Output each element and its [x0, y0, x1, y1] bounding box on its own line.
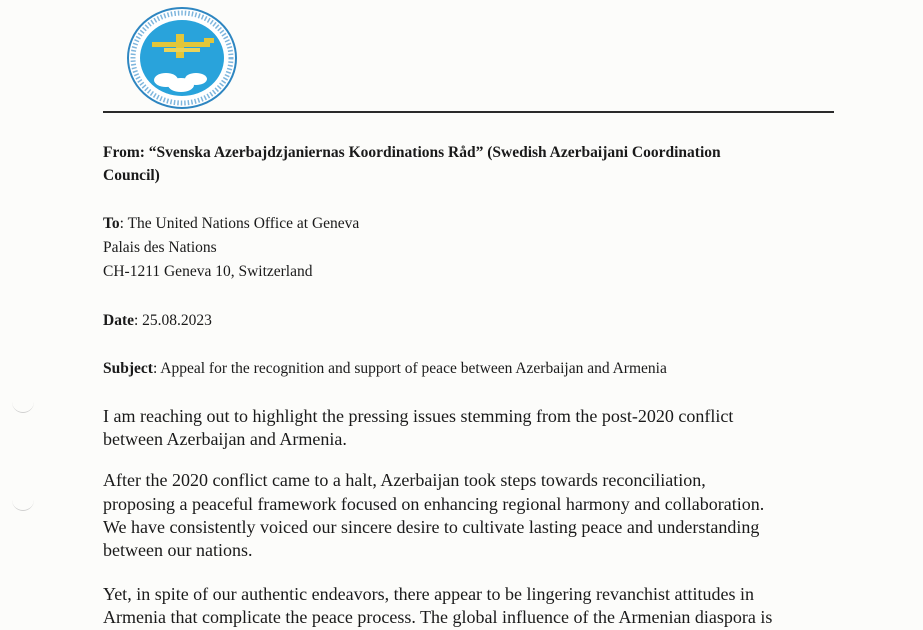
paragraph-1-line-2: between Azerbaijan and Armenia.: [103, 429, 347, 449]
from-line-1: [103, 144, 721, 162]
header-divider: [103, 111, 834, 113]
paragraph-3-line-1: Yet, in spite of our authentic endeavors, there appear to be lingering revanchist attitudes in: [103, 584, 754, 604]
punch-hole-mark: [12, 500, 34, 511]
date-line: [103, 312, 212, 330]
punch-hole-mark: [12, 402, 34, 413]
paragraph-2-line-1: After the 2020 conflict came to a halt, Azerbaijan took steps towards reconciliation,: [103, 470, 706, 490]
paragraph-2-line-2: proposing a peaceful framework focused on enhancing regional harmony and collaboration.: [103, 494, 765, 514]
paragraph-2-line-3: We have consistently voiced our sincere desire to cultivate lasting peace and understanding: [103, 517, 760, 537]
date-value: : 25.08.2023: [134, 312, 212, 329]
paragraph-2-line-4: between our nations.: [103, 540, 253, 560]
to-label: To: [103, 215, 120, 232]
from-value: “Svenska Azerbajdzjaniernas Koordinations Råd” (Swedish Azerbaijani Coordination: [148, 144, 721, 161]
to-line-1: [103, 215, 359, 233]
date-label: Date: [103, 312, 134, 329]
paragraph-1-line-1: I am reaching out to highlight the pressing issues stemming from the post-2020 conflict: [103, 406, 734, 426]
council-logo-icon: [126, 6, 238, 110]
to-value: : The United Nations Office at Geneva: [119, 215, 360, 232]
subject-label: Subject: [103, 360, 153, 377]
subject-line: [103, 360, 667, 378]
paragraph-3-line-2: Armenia that complicate the peace process. The global influence of the Armenian diaspora is: [103, 607, 773, 627]
to-line-2: Palais des Nations: [103, 239, 217, 256]
from-label: From:: [103, 144, 145, 161]
subject-value: : Appeal for the recognition and support of peace between Azerbaijan and Armenia: [152, 360, 667, 377]
from-line-2: Council): [103, 167, 160, 184]
to-line-3: CH-1211 Geneva 10, Switzerland: [103, 263, 313, 280]
